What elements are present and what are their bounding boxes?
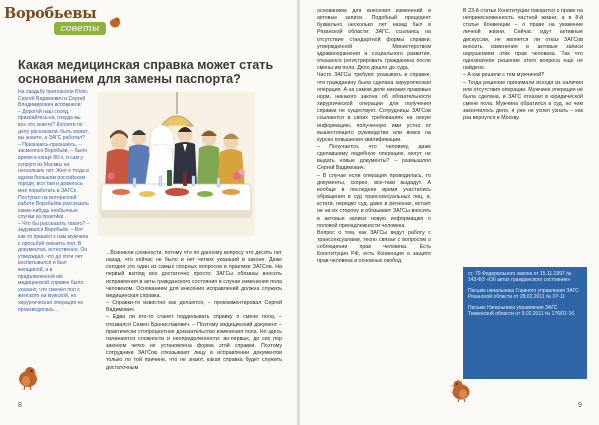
reference-item: ст. 70 Федерального закона от 15.11.1997 № 143-ФЗ «Об актах гражданского состояния» <box>468 271 572 284</box>
legal-references-box <box>463 267 587 379</box>
bird-icon <box>16 364 40 390</box>
logo-title: Воробьевы <box>4 5 97 22</box>
paragraph: – Едва ли кто-то станет подделывать справку о смене пола, – отозвался Семен Брониславович. – Поэтому медицинский документ – практически стопроцентное доказательство изменения пола. Но здесь начинаются сложности и неопределенности: во-первых, до сих пор законом четко не установлена форма этой справки. Поэтому сотрудники ЗАГСов отказывают лицу в исправлении документов только по той причине, что не знают, какая справка будет служить достаточным <box>106 314 282 371</box>
reference-item: Письмо начальника Главного управления ЗАГС Рязанской области от 28.02.2011 № 07-11 <box>468 287 579 301</box>
paragraph: основанием для внесения изменений в актовые записи. Подобный прецедент буквально несколько лет назад был в Рязанской области: ЗАГС, ссылаясь на отсутствие стандартной формы справки, утвержденной Министерством здравоохранения и социального развития, отказался регистрировать гражданина после смены им пола. Дело дошло до суда. <box>317 8 431 72</box>
paragraph: – А как решили с тем мужчиной? <box>463 72 545 79</box>
logo <box>4 5 122 39</box>
sidebar-paragraph: – Признаюсь-признаюсь, – засмеялся Воробьёв, – было время в конце 90-х, я сам у супруги из Москвы на нескольких лет. Жил я тогда в одном большом российском городе, вся там и довелось мне поработать в ЗАГСе. Поступал на интересной работе Воробьёва рассказать какие-нибудь необычные случаи из практики. <box>18 141 89 221</box>
paragraph: – В случае если операция проводилась, то документы, скорее, все-таки выдадут. А вообще в последнее время участились обращения в суд транссексуальных лиц, и, кстати, нередко суд, даже в регионах, встает не на их сторону и обязывает ЗАГСы вносить в актовые записи новую информацию о половой принадлежности человека. <box>317 172 431 229</box>
right-page <box>300 0 599 425</box>
logo-subtitle: советы <box>54 22 106 35</box>
paragraph: – Справки-то известно как делаются, – прокомментировал Сергей Вадимович. <box>106 300 282 314</box>
article-column <box>106 250 282 402</box>
left-page <box>0 0 298 425</box>
page-number: 9 <box>578 402 582 409</box>
sidebar-paragraph: – Что бы рассказать такого? – задумался Воробьёв. – Вот как-то пришёл к нам мужчина с просьбой сменить пол. В документах, естественно. Он утверждал, что до пяти лет воспитывался и был женщиной, а в предъявленной им медицинской справке было указано, что сменил пол с женского на мужской, но хирургическая операция не производилась... <box>18 220 90 313</box>
paragraph: Вопрос о том, как ЗАГСы ведут работу с транссексуалами, тесно связан с вопросом о соблюдении прав человека. Есть Конституция РФ, есть Конвенция о защите прав человека и основных свобод. <box>317 229 431 265</box>
bird-icon <box>450 378 472 402</box>
reference-item: Письмо Начальника управления ЗАГС Тюменской области от 9.02.2011 № 176/01-16 <box>468 304 575 318</box>
paragraph: ...Возникли сложности, потому что по данному вопросу что десять лет назад, что сейчас не было и нет четких указаний в законе. Даже сегодня это один из самых спорных вопросов в практике ЗАГСов. На первый взгляд все достаточно просто: ЗАГСы обязаны вносить исправления в акты гражданского состояния в случае изменения пола человеком. Основанием для внесения исправлений должна служить медицинская справка. <box>106 250 282 299</box>
page-number: 8 <box>18 402 22 409</box>
sidebar-text <box>18 89 90 347</box>
sidebar-paragraph: – Дорогой наш сосед, признайтесь-ка, откуда вы все это знаете? Коллеги по делу рассказали, быть может, вы знаете, а ЗАГС работал? <box>18 108 89 142</box>
wedding-party-illustration <box>97 92 255 236</box>
paragraph: – Тогда решение принимали исходя из наличия или отсутствия операции. Мужчине операция не была сделана, и ЗАГС отказал в юридической смене пола. Мужчина обратился в суд, но чем закончилось дело, я уже не успел узнать – как раз вернулся в Москву. <box>463 79 583 122</box>
article-column <box>463 8 583 263</box>
paragraph: Часто ЗАГСы требуют указывать в справке, что гражданину была сделана хирургическая операция. А на самом деле никаких правовых норм, никакого закона об обязательности хирургической операции для получения справки не существует. Сотрудницы ЗАГСов ссылаются в своих требованиях на некую информацию, полученную ими устно от вышестоящего руководства или вовсе на курсах повышения квалификации. <box>317 72 431 143</box>
article-column <box>317 8 431 404</box>
paragraph: В 23-й статье Конституции говорится о праве на неприкосновенность частной жизни, а в 8-й статье Конвенции – о праве на уважение личной жизни. Сейчас идут активные дискуссии, не является ли отказ ЗАГСов вносить изменения в актовые записи нарушением этих прав человека. Так что однозначное решение этого вопроса еще не найдено. <box>463 8 583 72</box>
bird-icon <box>108 15 122 29</box>
paragraph: – Получается, что человеку, даже сделавшему подобную операцию, могут не выдать новые документы? – размышлял Сергей Вадимович. <box>317 143 431 172</box>
article-headline: Какая медицинская справка может стать основанием для замены паспорта? <box>18 58 274 86</box>
sidebar-paragraph: На свадьбу пригласили Юлю, Сергей Вадимович и Сергей Владимирович вспомнили: <box>18 89 89 109</box>
